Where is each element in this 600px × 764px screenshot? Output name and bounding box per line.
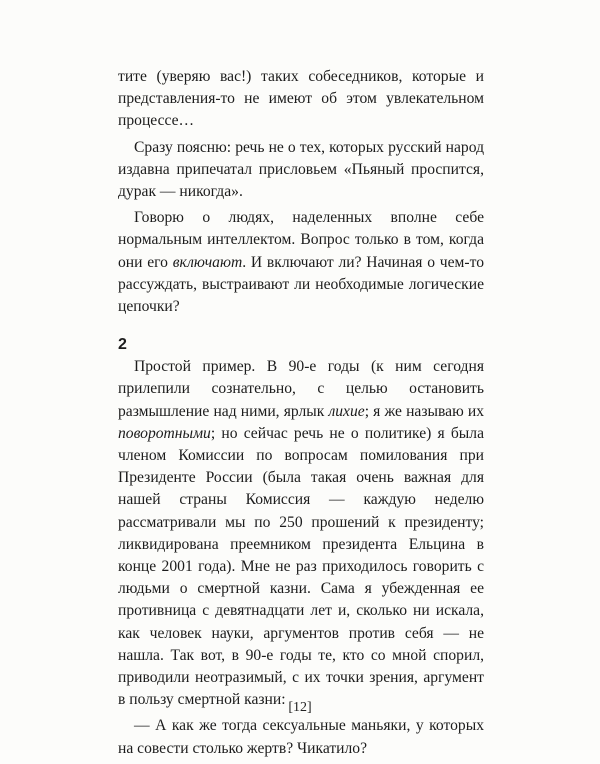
paragraph-5: — А как же тогда сексуальные маньяки, у которых на совести столько жертв? Чикатило?: [118, 717, 484, 757]
paragraph-1: тите (уверяю вас!) таких собеседников, которые и представления-то не имеют об этом увлекательном процессе…: [118, 68, 484, 130]
paragraph-4-text-c: ; но сейчас речь не о политике) я была членом Комиссии по вопросам помилования при Президенте России (была такая очень важная для нашей страны Комиссия — каждую неделю рассматривали мы по 250 прошений к президенту; ликвидирована преемником президента Ельцина в конце 2001 года). Мне не раз приходилось говорить с людьми о смертной казни. Сама я убежденная ее противница с девятнадцати лет и, сколько ни искала, как человек науки, аргументов против себя — не нашла. Так вот, в 90-е годы те, кто со мной спорил, приводили неотразимый, с их точки зрения, аргумент в пользу смертной казни:: [118, 424, 484, 709]
paragraph-3-text-a: Говорю о людях, наделенных вполне себе нормальным интеллектом. Вопрос только в том, когда они его: [118, 209, 484, 271]
section-number: 2: [118, 336, 127, 354]
paragraph-4-emphasis-2: поворотными: [118, 424, 211, 442]
paragraph-3-text-b: . И включают ли? Начиная о чем-то рассуждать, выстраивают ли необходимые логические цепочки?: [118, 253, 485, 316]
paragraph-3: [118, 207, 484, 318]
paragraph-4-text-b: ; я же называю их: [364, 402, 484, 420]
page-number: [12]: [288, 700, 312, 715]
paragraph-3-emphasis: включают: [172, 253, 243, 271]
paragraph-2: Сразу поясню: речь не о тех, которых русский народ издавна припечатал присловьем «Пьяный проспится, дурак — никогда».: [118, 138, 484, 201]
paragraph-4-text-a: Простой пример. В 90-е годы (к ним сегодня прилепили сознательно, с целью остановить размышление над ними, ярлык: [118, 358, 484, 420]
paragraph-4: [118, 356, 484, 711]
page-text: [118, 66, 484, 764]
paragraph-4-emphasis-1: лихие: [328, 402, 365, 420]
